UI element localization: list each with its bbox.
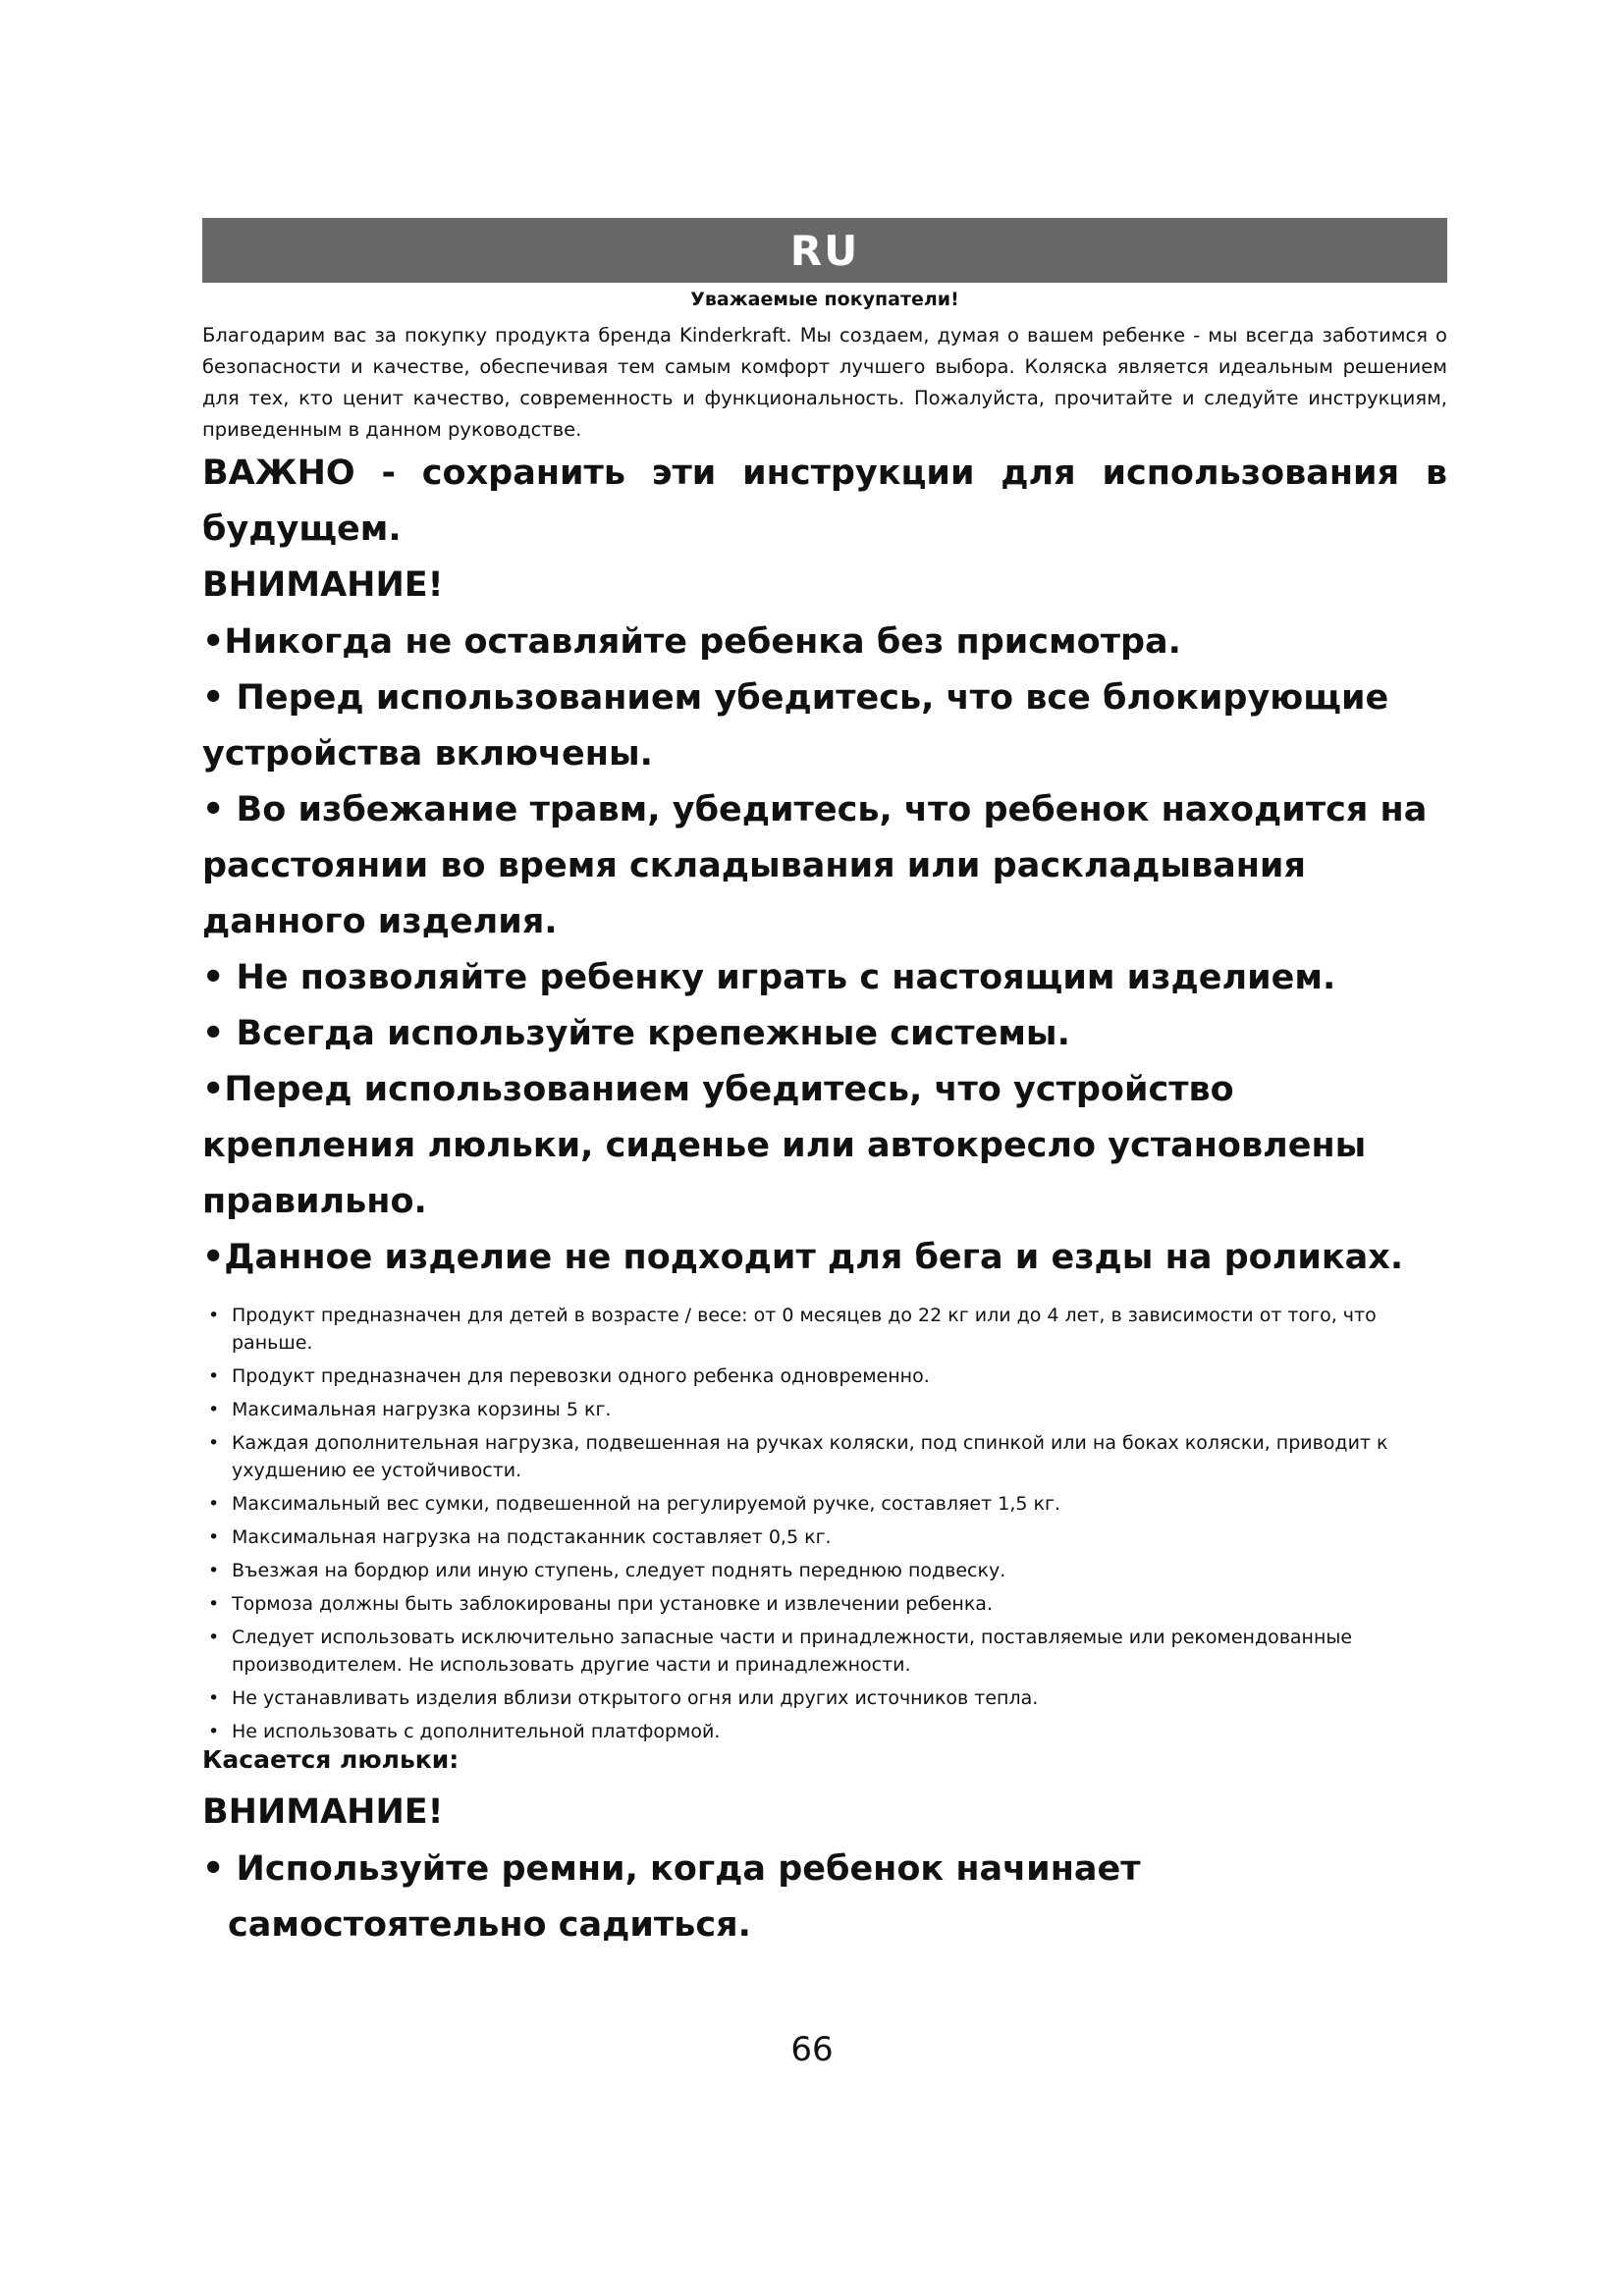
list-item: • Продукт предназначен для перевозки одного ребенка одновременно. <box>202 1362 1447 1390</box>
crib-warning-line-2: самостоятельно садиться. <box>228 1905 751 1945</box>
list-item: • Максимальный вес сумки, подвешенной на регулируемой ручке, составляет 1,5 кг. <box>202 1490 1447 1518</box>
list-item: • Следует использовать исключительно запасные части и принадлежности, поставляемые или рекомендованные производителем. Не использовать другие части и принадлежности. <box>202 1624 1447 1679</box>
crib-warning <box>202 1842 1447 1953</box>
warning-item: • Во избежание травм, убедитесь, что ребенок находится на расстоянии во время складывания или раскладывания данного изделия. <box>202 790 1428 941</box>
warning-item: •Данное изделие не подходит для бега и езды на роликах. <box>202 1238 1404 1277</box>
warning-item: • Не позволяйте ребенку играть с настоящим изделием. <box>202 958 1336 997</box>
list-item: • Тормоза должны быть заблокированы при установке и извлечении ребенка. <box>202 1590 1447 1618</box>
list-item: • Не устанавливать изделия вблизи открытого огня или других источников тепла. <box>202 1684 1447 1712</box>
page-number: 66 <box>790 2030 834 2069</box>
list-item: • Продукт предназначен для детей в возрасте / весе: от 0 месяцев до 22 кг или до 4 лет, в зависимости от того, что раньше. <box>202 1302 1447 1357</box>
warning-item: •Перед использованием убедитесь, что устройство крепления люльки, сиденье или автокресло установлены правильно. <box>202 1070 1367 1221</box>
warning-item: • Всегда используйте крепежные системы. <box>202 1014 1070 1053</box>
minor-warnings-list <box>202 1302 1447 1751</box>
important-notice: ВАЖНО - сохранить эти инструкции для использования в будущем. <box>202 454 1447 549</box>
intro-paragraph: Благодарим вас за покупку продукта бренда Kinderkraft. Мы создаем, думая о вашем ребенке - мы всегда заботимся о безопасности и качестве, обеспечивая тем самым комфорт лучшего выбора. Коляска является идеальным решением для тех, кто ценит качество, современность и функциональность. Пожалуйста, прочитайте и следуйте инструкциям, приведенным в данном руководстве. <box>202 324 1447 441</box>
crib-section-heading: Касается люльки: <box>202 1745 460 1774</box>
greeting-heading: Уважаемые покупатели! <box>690 289 959 310</box>
crib-warning-line-1: • Используйте ремни, когда ребенок начинает <box>202 1849 1141 1889</box>
warning-item: • Перед использованием убедитесь, что все блокирующие устройства включены. <box>202 678 1389 774</box>
list-item: • Максимальная нагрузка на подстаканник составляет 0,5 кг. <box>202 1523 1447 1551</box>
major-warnings-list <box>202 614 1447 1286</box>
attention-heading: ВНИМАНИЕ! <box>202 565 444 605</box>
list-item: • Максимальная нагрузка корзины 5 кг. <box>202 1396 1447 1423</box>
language-header-bar <box>202 218 1447 283</box>
list-item: • Каждая дополнительная нагрузка, подвешенная на ручках коляски, под спинкой или на боках коляски, приводит к ухудшению ее устойчивости. <box>202 1429 1447 1484</box>
warning-item: •Никогда не оставляйте ребенка без присмотра. <box>202 622 1181 662</box>
list-item: • Въезжая на бордюр или иную ступень, следует поднять переднюю подвеску. <box>202 1557 1447 1584</box>
list-item: • Не использовать с дополнительной платформой. <box>202 1718 1447 1745</box>
crib-attention-heading: ВНИМАНИЕ! <box>202 1792 444 1832</box>
language-code: RU <box>789 226 860 275</box>
